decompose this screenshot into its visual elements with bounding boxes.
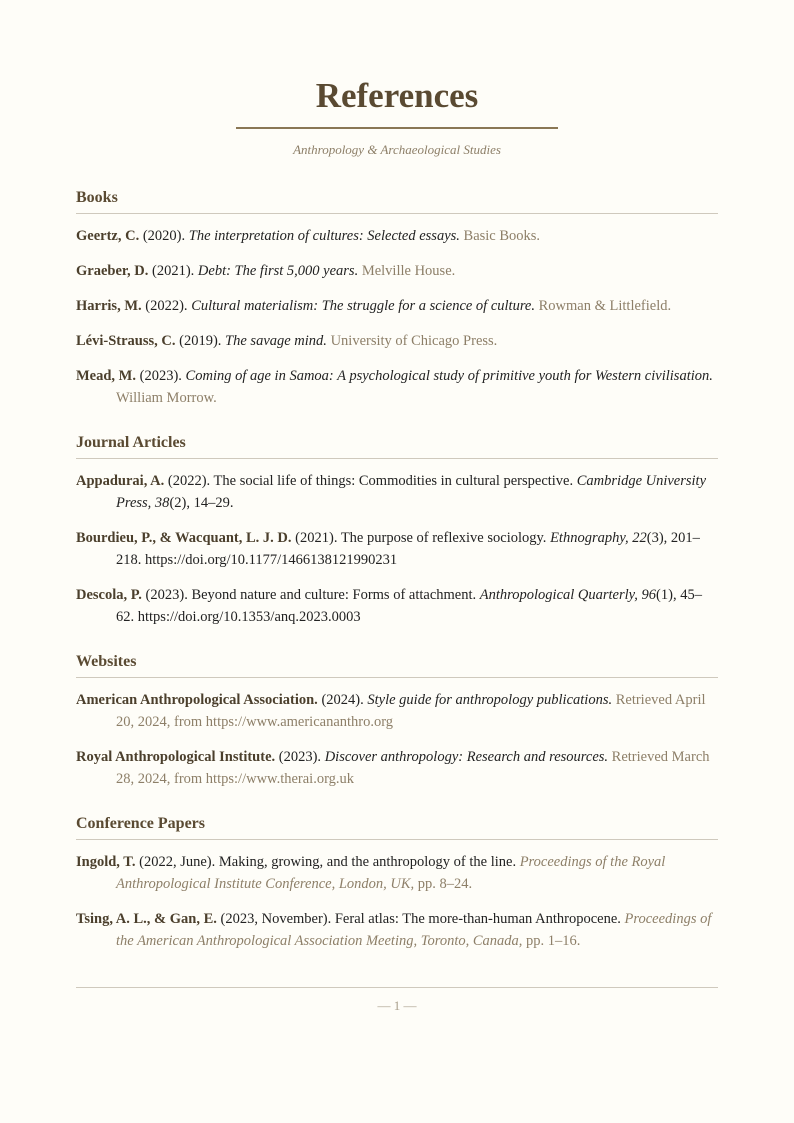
journal-entry	[76, 527, 718, 571]
entry-publisher: Melville House.	[358, 263, 456, 279]
entry-year: (2020).	[139, 228, 189, 244]
website-entry	[76, 689, 718, 733]
entry-pages: pp. 1–16.	[522, 933, 581, 949]
entry-journal: Cambridge University Press, 38	[116, 473, 707, 511]
entry-journal: Anthropological Quarterly, 96	[479, 587, 657, 603]
entry-author: Appadurai, A.	[76, 473, 165, 489]
entry-publisher: University of Chicago Press.	[326, 333, 498, 349]
entry-author: Royal Anthropological Institute.	[76, 749, 276, 765]
entry-text: (2022, June). Making, growing, and the anthropology of the line.	[135, 854, 520, 870]
entry-pages: pp. 8–24.	[414, 876, 473, 892]
entry-author: Ingold, T.	[76, 854, 136, 870]
entry-title: Cultural materialism: The struggle for a science of culture.	[191, 298, 535, 314]
entry-proceedings: Proceedings of the Royal Anthropological Institute Conference, London, UK,	[116, 854, 666, 892]
references-content	[76, 187, 718, 965]
entry-text: (2022). The social life of things: Commodities in cultural perspective.	[164, 473, 577, 489]
entry-title: The savage mind.	[225, 333, 327, 349]
entry-year: (2019).	[175, 333, 226, 349]
entry-text: (2023). Beyond nature and culture: Forms of attachment.	[141, 587, 480, 603]
conference-papers-section	[76, 813, 718, 952]
title-divider	[236, 127, 558, 129]
journal-entry	[76, 470, 718, 514]
entry-year: (2022).	[141, 298, 192, 314]
entry-author: Harris, M.	[76, 298, 142, 314]
entry-issue: (1), 45–62. https://doi.org/10.1353/anq.2023.0003	[116, 587, 702, 625]
book-entry	[76, 330, 718, 352]
section-heading-conferences: Conference Papers	[76, 813, 718, 840]
page-title: References	[315, 76, 479, 115]
entry-year: (2023).	[136, 368, 186, 384]
entry-title: Debt: The first 5,000 years.	[197, 263, 359, 279]
website-entry	[76, 746, 718, 790]
entry-author: Bourdieu, P., & Wacquant, L. J. D.	[76, 530, 292, 546]
book-entry	[76, 365, 718, 409]
entry-text: (2021). The purpose of reflexive sociology.	[291, 530, 551, 546]
footer-divider	[76, 987, 718, 988]
journal-articles-section	[76, 432, 718, 628]
entry-proceedings: Proceedings of the American Anthropological Association Meeting, Toronto, Canada,	[116, 911, 712, 949]
entry-publisher: Basic Books.	[459, 228, 541, 244]
section-heading-websites: Websites	[76, 651, 718, 678]
book-entry	[76, 295, 718, 317]
book-entry	[76, 225, 718, 247]
entry-author: American Anthropological Association.	[76, 692, 318, 708]
entry-text: (2023, November). Feral atlas: The more-than-human Anthropocene.	[216, 911, 625, 927]
entry-title: The interpretation of cultures: Selected essays.	[188, 228, 460, 244]
entry-author: Mead, M.	[76, 368, 136, 384]
conference-entry	[76, 851, 718, 895]
section-heading-journals: Journal Articles	[76, 432, 718, 459]
books-section	[76, 187, 718, 409]
entry-author: Geertz, C.	[76, 228, 140, 244]
entry-publisher: Rowman & Littlefield.	[535, 298, 672, 314]
entry-year: (2021).	[148, 263, 198, 279]
entry-year: (2023).	[275, 749, 325, 765]
entry-title: Coming of age in Samoa: A psychological study of primitive youth for Western civilisation.	[185, 368, 713, 384]
entry-author: Descola, P.	[76, 587, 142, 603]
websites-section	[76, 651, 718, 790]
entry-issue: (3), 201–218. https://doi.org/10.1177/1466138121990231	[116, 530, 700, 568]
entry-issue: (2), 14–29.	[169, 495, 234, 511]
entry-title: Style guide for anthropology publications.	[367, 692, 613, 708]
entry-publisher: William Morrow.	[116, 390, 217, 406]
entry-title: Discover anthropology: Research and resources.	[324, 749, 609, 765]
section-heading-books: Books	[76, 187, 718, 214]
journal-entry	[76, 584, 718, 628]
entry-journal: Ethnography, 22	[550, 530, 647, 546]
entry-author: Tsing, A. L., & Gan, E.	[76, 911, 217, 927]
entry-year: (2024).	[317, 692, 368, 708]
entry-author: Graeber, D.	[76, 263, 149, 279]
book-entry	[76, 260, 718, 282]
entry-retrieved: Retrieved March 28, 2024, from https://www.therai.org.uk	[116, 749, 710, 787]
entry-retrieved: Retrieved April 20, 2024, from https://www.americananthro.org	[116, 692, 706, 730]
conference-entry	[76, 908, 718, 952]
page-number: — 1 —	[377, 998, 417, 1013]
page-subtitle: Anthropology & Archaeological Studies	[293, 142, 501, 157]
entry-author: Lévi-Strauss, C.	[76, 333, 176, 349]
